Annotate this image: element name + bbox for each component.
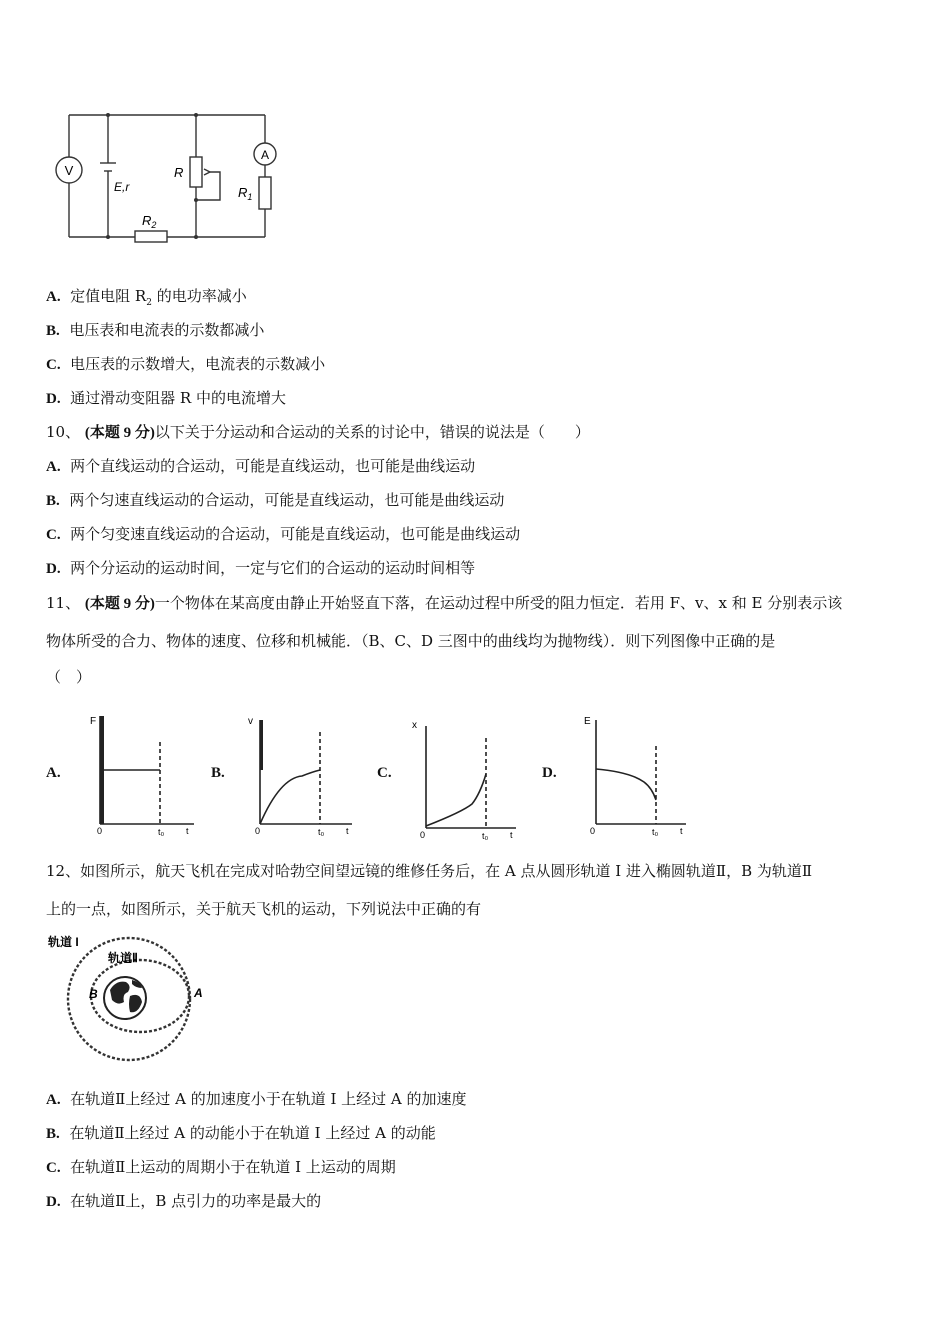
graph-c-ylabel: x <box>412 720 417 731</box>
graph-a-letter[interactable]: A. <box>46 765 61 781</box>
graph-a[interactable] <box>88 712 200 838</box>
q12-option-c[interactable]: C. 在轨道Ⅱ上运动的周期小于在轨道 I 上运动的周期 <box>46 1158 396 1176</box>
graph-b-curve <box>260 770 320 824</box>
point-b-label: B <box>89 987 98 1001</box>
q10-stem: 10、 (本题 9 分)以下关于分运动和合运动的关系的讨论中，错误的说法是（ ） <box>46 423 590 441</box>
q11-stem-line2: 物体所受的合力、物体的速度、位移和机械能．（B、C、D 三图中的曲线均为抛物线）．则下列图像中正确的是 <box>46 632 776 650</box>
q9-option-c[interactable]: C. 电压表的示数增大，电流表的示数减小 <box>46 355 326 373</box>
graph-d-curve <box>596 769 656 800</box>
q12-stem-line2: 上的一点，如图所示，关于航天飞机的运动，下列说法中正确的有 <box>46 900 482 918</box>
battery-label: E,r <box>114 180 130 194</box>
q11-stem-line3: （ ） <box>46 668 92 686</box>
orbit-2-label: 轨道Ⅱ <box>108 951 138 965</box>
graph-c-curve <box>426 774 486 826</box>
graph-d[interactable] <box>580 712 692 838</box>
graph-b-ylabel: v <box>248 716 253 727</box>
r2-label: $R_2$ <box>142 213 157 230</box>
graph-c[interactable] <box>410 716 522 842</box>
graph-b-t0: t₀ <box>318 827 325 837</box>
graph-d-ylabel: E <box>584 716 591 727</box>
orbit-diagram <box>46 932 216 1067</box>
graph-d-t0: t₀ <box>652 827 659 837</box>
graph-a-origin: 0 <box>97 826 103 836</box>
q10-option-a[interactable]: A. 两个直线运动的合运动，可能是直线运动，也可能是曲线运动 <box>46 457 476 475</box>
q9-option-a[interactable]: A. 定值电阻 $R_2$ 的电功率减小 <box>46 287 247 308</box>
q12-option-d[interactable]: D. 在轨道Ⅱ上，B 点引力的功率是最大的 <box>46 1192 322 1210</box>
earth-icon <box>104 977 146 1019</box>
rheostat-label: R <box>174 165 184 180</box>
graph-c-t0: t₀ <box>482 831 489 841</box>
q9-option-d[interactable]: D. 通过滑动变阻器 R 中的电流增大 <box>46 389 286 407</box>
graph-b[interactable] <box>246 712 358 838</box>
graph-d-letter[interactable]: D. <box>542 765 557 781</box>
graph-c-origin: 0 <box>420 830 426 840</box>
q11-stem-line1: 11、 (本题 9 分)一个物体在某高度由静止开始竖直下落，在运动过程中所受的阻力恒定．若用 F、v、x 和 E 分别表示该 <box>46 594 843 612</box>
ammeter-label: A <box>260 148 270 162</box>
graph-a-t0: t₀ <box>158 827 165 837</box>
orbit-1-label: 轨道 I <box>48 935 79 949</box>
graph-a-ylabel: F <box>90 716 97 727</box>
circuit-diagram <box>50 105 290 250</box>
graph-b-origin: 0 <box>255 826 261 836</box>
graph-b-xlabel: t <box>346 826 349 836</box>
graph-c-xlabel: t <box>510 830 513 840</box>
q9-option-b[interactable]: B. 电压表和电流表的示数都减小 <box>46 321 265 339</box>
q10-option-b[interactable]: B. 两个匀速直线运动的合运动，可能是直线运动，也可能是曲线运动 <box>46 491 505 509</box>
graph-a-xlabel: t <box>186 826 189 836</box>
q10-option-d[interactable]: D. 两个分运动的运动时间，一定与它们的合运动的运动时间相等 <box>46 559 476 577</box>
q10-option-c[interactable]: C. 两个匀变速直线运动的合运动，可能是直线运动，也可能是曲线运动 <box>46 525 521 543</box>
graph-b-letter[interactable]: B. <box>211 765 225 781</box>
voltmeter-label: V <box>64 163 74 178</box>
graph-c-letter[interactable]: C. <box>377 765 392 781</box>
r1-label: $R_1$ <box>238 185 253 202</box>
graph-d-xlabel: t <box>680 826 683 836</box>
q12-option-b[interactable]: B. 在轨道Ⅱ上经过 A 的动能小于在轨道 I 上经过 A 的动能 <box>46 1124 436 1142</box>
q12-stem-line1: 12、如图所示，航天飞机在完成对哈勃空间望远镜的维修任务后，在 A 点从圆形轨道 I 进入椭圆轨道Ⅱ，B 为轨道Ⅱ <box>46 862 813 880</box>
graph-d-origin: 0 <box>590 826 596 836</box>
q12-option-a[interactable]: A. 在轨道Ⅱ上经过 A 的加速度小于在轨道 I 上经过 A 的加速度 <box>46 1090 467 1108</box>
point-a-label: A <box>194 986 203 1000</box>
